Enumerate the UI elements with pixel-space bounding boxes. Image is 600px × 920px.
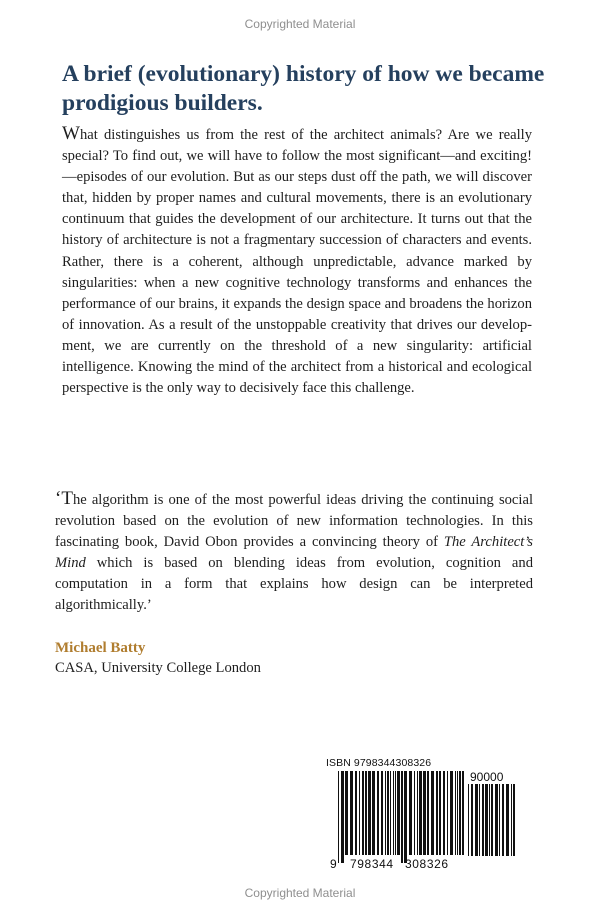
barcode-bar bbox=[397, 771, 400, 855]
barcode-bar bbox=[345, 771, 348, 855]
barcode-bar bbox=[377, 771, 379, 855]
barcode-bar bbox=[417, 771, 418, 855]
endorsement-quote bbox=[55, 488, 533, 617]
barcode-digits-right: 308326 bbox=[405, 857, 449, 871]
quote-open-mark: ‘ bbox=[55, 488, 62, 509]
barcode-bar bbox=[359, 771, 360, 855]
barcode-bar bbox=[447, 771, 448, 855]
barcode-bar bbox=[495, 784, 498, 856]
barcode-bar bbox=[395, 771, 396, 855]
barcode-bar bbox=[419, 771, 422, 855]
barcode-bar bbox=[489, 784, 490, 856]
watermark-top: Copyrighted Material bbox=[244, 17, 356, 31]
barcode-bar bbox=[393, 771, 394, 855]
barcode-bar bbox=[427, 771, 429, 855]
barcode-bar bbox=[387, 771, 389, 855]
endorser-affiliation: CASA, University College London bbox=[55, 660, 261, 676]
barcode-bar bbox=[368, 771, 371, 855]
barcode-bar bbox=[513, 784, 515, 856]
quote-text-1: he algorithm is one of the most powerful ideas driving the continuing social revolution based on the evolution of new information technologies. In this fascinating book, David Obon provides a convincing theory of bbox=[55, 492, 533, 551]
barcode-bar bbox=[482, 784, 484, 856]
barcode-bar bbox=[414, 771, 415, 855]
barcode-bar bbox=[443, 771, 445, 855]
barcode-bar bbox=[431, 771, 434, 855]
barcode-bar bbox=[341, 771, 344, 863]
barcode-bar bbox=[436, 771, 438, 855]
barcode-addon-bars bbox=[468, 784, 516, 856]
barcode-bar bbox=[385, 771, 386, 855]
barcode-bar bbox=[390, 771, 391, 855]
barcode-digits-left: 798344 bbox=[350, 857, 394, 871]
price-code: 90000 bbox=[470, 770, 504, 784]
barcode-bar bbox=[423, 771, 426, 855]
body-paragraph bbox=[62, 123, 532, 399]
barcode-bar bbox=[485, 784, 488, 856]
barcode-digit-first: 9 bbox=[330, 857, 338, 871]
barcode-bar bbox=[338, 771, 339, 863]
quote-text-2: which is based on blending ideas from evolution, cognition and computation in a form that explains how design can be interpreted algorithmically.’ bbox=[55, 555, 533, 614]
barcode-bar bbox=[491, 784, 493, 856]
barcode-bar bbox=[502, 784, 504, 856]
barcode-bar bbox=[459, 771, 461, 855]
barcode-bar bbox=[499, 784, 500, 856]
body-text: hat distinguishes us from the rest of the architect animals? Are we really special? To find out, we will have to follow the most significant—and exciting!—episodes of our evolution. But as our steps dust off the path, we will discover that, hidden by proper names and cultural movements, there is an evolutionary continuum that guides the development of our architecture. It turns out that the history of architecture is not a fragmentary succession of characters and events. Rather, there is a coherent, although unpredictable, advance marked by singularities: when a new cognitive technology transforms and enhances the performance of our brains, it expands the design space and broadens the horizon of innovation. As a result of the unstoppable creativity that drives our development, we are currently on the threshold of a new singularity: artificial intelligence. Knowing the mind of the architect from a historical and ecological perspective is the only way to decisively face this challenge. bbox=[62, 127, 532, 397]
barcode-bar bbox=[455, 771, 456, 855]
barcode-bar bbox=[457, 771, 458, 855]
barcode-bar bbox=[450, 771, 453, 855]
barcode-bar bbox=[479, 784, 480, 856]
barcode-bar bbox=[475, 784, 478, 856]
barcode-bar bbox=[462, 771, 464, 855]
barcode-bar bbox=[506, 784, 509, 856]
quote-book-title: The Architect’s Mind bbox=[55, 534, 533, 572]
barcode-bar bbox=[468, 784, 469, 856]
endorser-name: Michael Batty bbox=[55, 640, 146, 656]
barcode-bar bbox=[381, 771, 383, 855]
barcode-bar bbox=[409, 771, 412, 855]
barcode-bar bbox=[471, 784, 473, 856]
barcode-bar bbox=[355, 771, 357, 855]
isbn-label: ISBN 9798344308326 bbox=[326, 757, 432, 769]
watermark-bottom: Copyrighted Material bbox=[244, 886, 356, 900]
barcode-bar bbox=[404, 771, 407, 863]
barcode-bar bbox=[439, 771, 441, 855]
barcode-bar bbox=[511, 784, 512, 856]
body-dropcap: W bbox=[62, 123, 80, 144]
barcode-bar bbox=[362, 771, 364, 855]
quote-dropcap: T bbox=[61, 488, 73, 509]
barcode-bar bbox=[350, 771, 353, 855]
barcode-bar bbox=[365, 771, 367, 855]
barcode-bar bbox=[372, 771, 375, 855]
barcode-main-bars bbox=[338, 771, 468, 863]
barcode-bar bbox=[401, 771, 403, 863]
headline: A brief (evolutionary) history of how we became prodigious builders. bbox=[62, 61, 545, 116]
